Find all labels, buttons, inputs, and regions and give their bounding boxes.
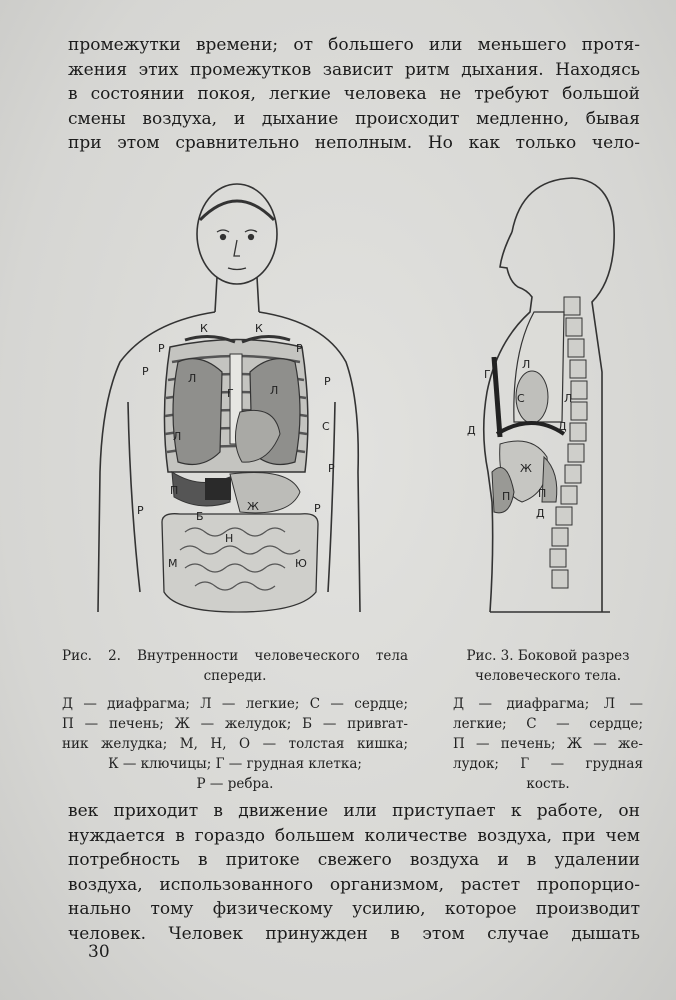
neck-outline (215, 277, 259, 312)
text-line: в состоянии покоя, легкие человека не требуют большой (68, 84, 640, 104)
left-lung (173, 359, 222, 465)
legend-line: П — печень; Ж — же- (453, 736, 643, 752)
legend-line: П — печень; Ж — желудок; Б — привrат- (62, 716, 408, 732)
figure-front-anatomy (90, 172, 375, 632)
label-g: Г (484, 368, 491, 381)
stomach (230, 472, 300, 512)
label-l: Л (564, 392, 573, 405)
label-b: Б (196, 510, 204, 523)
label-s: С (517, 392, 525, 405)
label-r: Р (137, 504, 144, 517)
text-line: нуждается в гораздо большем количестве воздуха, при чем (68, 825, 640, 846)
label-zh: Ж (247, 500, 259, 513)
label-p: П (170, 484, 179, 497)
legend-line: легкие; С — сердце; (453, 716, 643, 732)
label-yu: Ю (295, 557, 307, 570)
label-r: Р (328, 462, 335, 475)
legend-line: Д — диафрагма; Л — (453, 696, 643, 712)
label-r: Р (324, 375, 331, 388)
caption-title-line: человеческого тела. (474, 668, 622, 684)
text-line: промежутки времени; от большего или меньшего протя- (68, 35, 640, 55)
text-line: нально тому физическому усилию, которое производит (68, 899, 640, 919)
hair (200, 201, 274, 220)
label-r: Р (314, 502, 321, 515)
label-m: М (168, 557, 178, 570)
label-k-right: К (255, 322, 263, 335)
legend-line: кость. (526, 776, 570, 792)
pylorus (205, 478, 231, 500)
legend-line: ник желудка; М, Н, О — толстая кишка; (62, 736, 408, 752)
text-line: потребность в притоке свежего воздуха и в удалении (68, 850, 640, 870)
figure2-caption (62, 646, 408, 794)
text-line: воздуха, использованного организмом, растет пропорцио- (68, 874, 640, 895)
figure3-caption (453, 646, 643, 794)
label-d: Д (467, 424, 476, 437)
text-line: жения этих промежутков зависит ритм дыхания. Находясь (68, 59, 640, 80)
paragraph-top (68, 33, 640, 156)
paragraph-bottom (68, 799, 640, 946)
label-p: П (502, 490, 511, 503)
label-s: С (322, 420, 330, 433)
label-r: Р (296, 342, 303, 355)
diaphragm (497, 423, 564, 434)
legend-line: Р — ребра. (196, 776, 274, 792)
legend-line: лудок; Г — грудная (453, 756, 643, 772)
label-k-left: К (200, 322, 208, 335)
label-l: Л (270, 384, 279, 397)
label-r: Р (142, 365, 149, 378)
label-d: Д (558, 420, 567, 433)
label-l: Л (522, 358, 531, 371)
legend-line: К — ключицы; Г — грудная клетка; (108, 756, 362, 772)
legend-line: Д — диафрагма; Л — легкие; С — сердце; (62, 696, 408, 712)
label-d: Д (536, 507, 545, 520)
ribcage (164, 336, 307, 472)
text-line: век приходит в движение или приступает к работе, он (68, 801, 640, 821)
label-r: Р (158, 342, 165, 355)
caption-title-line: спереди. (203, 668, 267, 684)
caption-title-line: Рис. 2. Внутренности человеческого тела (62, 648, 408, 664)
page-number: 30 (88, 942, 110, 962)
label-zh: Ж (520, 462, 532, 475)
label-l: Л (173, 430, 182, 443)
caption-title-line: Рис. 3. Боковой разрез (466, 648, 630, 664)
label-p: П (538, 487, 547, 500)
label-l: Л (188, 372, 197, 385)
abdomen (162, 472, 318, 612)
text-line: человек. Человек принужден в этом случае дышать (68, 923, 640, 944)
sternum-side (494, 357, 500, 437)
label-g: Г (227, 387, 234, 400)
text-line: при этом сравнительно неполным. Но как только чело- (68, 133, 640, 153)
label-n: Н (225, 532, 234, 545)
text-line: смены воздуха, и дыхание происходит медленно, бывая (68, 108, 640, 129)
figure-side-section (452, 172, 632, 617)
